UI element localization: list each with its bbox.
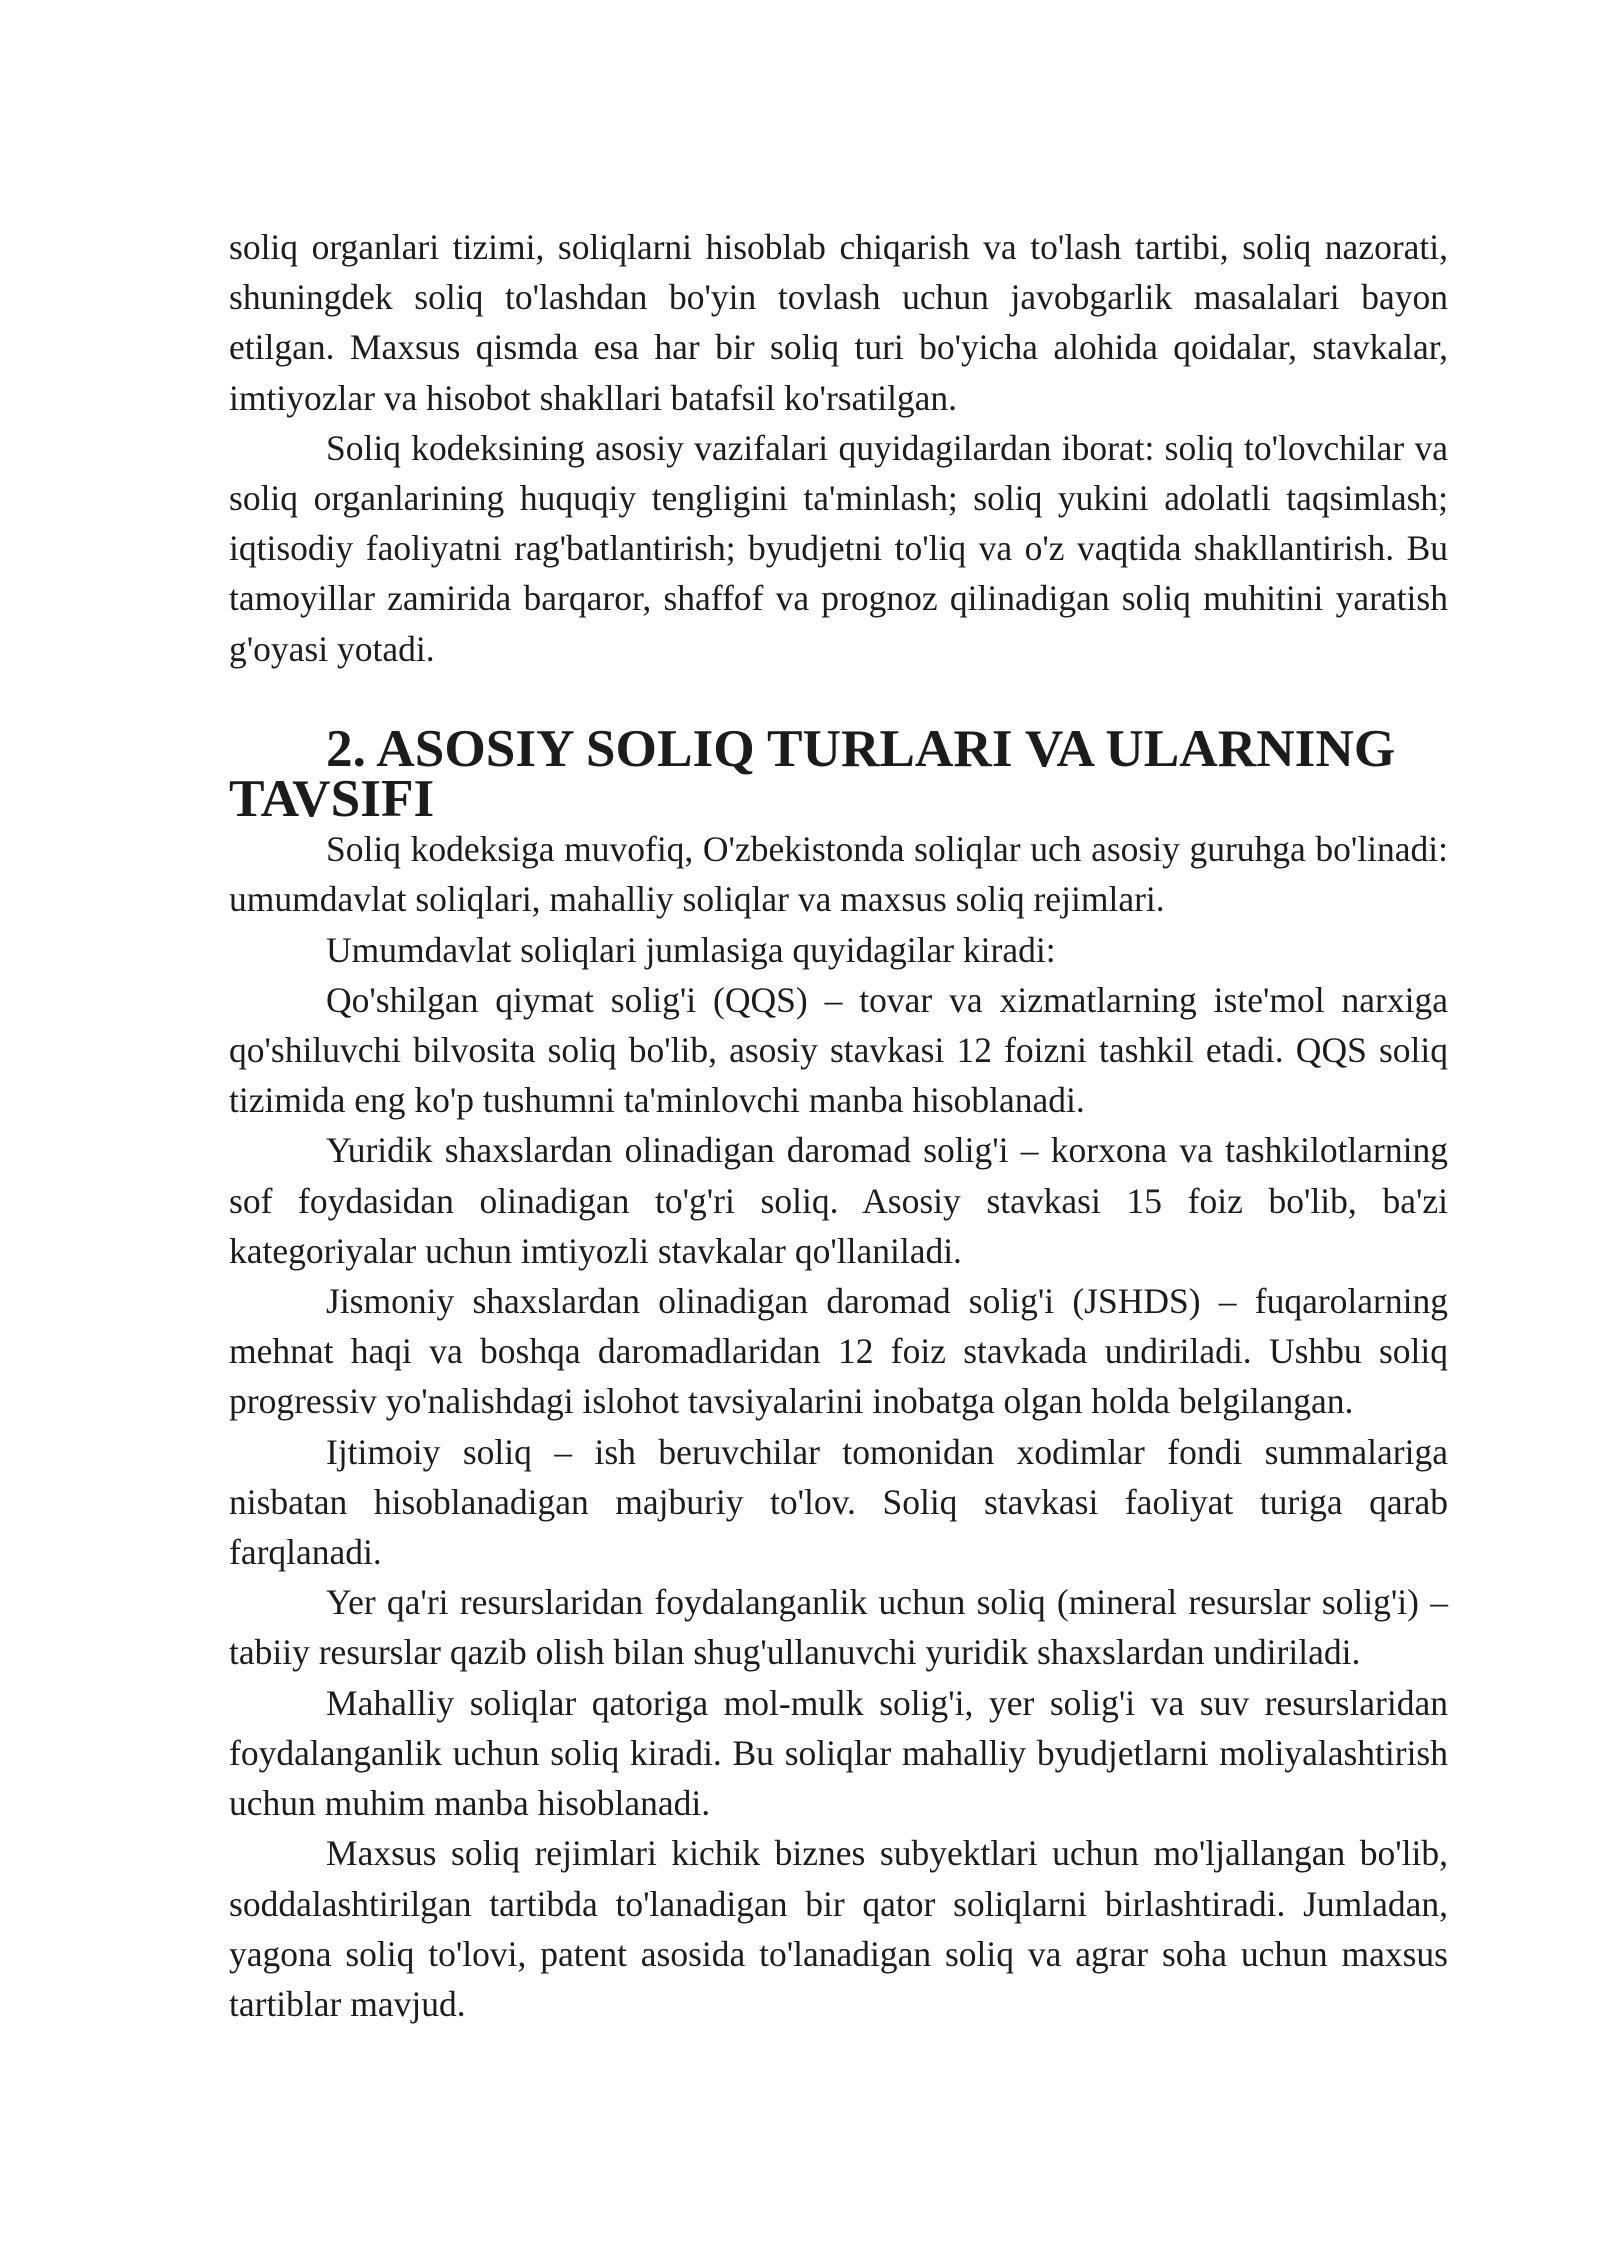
section-heading: 2. ASOSIY SOLIQ TURLARI VA ULARNING TAVSIFI: [229, 718, 1396, 829]
paragraph-tax-groups: Soliq kodeksiga muvofiq, O'zbekistonda soliqlar uch asosiy guruhga bo'linadi: umumdavlat soliqlari, mahalliy soliqlar va maxsus soliq rejimlari.: [229, 829, 1448, 920]
paragraph-code-tasks: Soliq kodeksining asosiy vazifalari quyidagilardan iborat: soliq to'lovchilar va soliq organlarining huquqiy tengligini ta'minlash; soliq yukini adolatli taqsimlash; iqtisodiy faoliyatni rag'batlantirish; byudjetni to'liq va o'z vaqtida shakllantirish. Bu tamoyillar zamirida barqaror, shaffof va prognoz qilinadigan soliq muhitini yaratish g'oyasi yotadi.: [229, 427, 1448, 669]
paragraph-social-tax: Ijtimoiy soliq – ish beruvchilar tomonidan xodimlar fondi summalariga nisbatan hisoblanadigan majburiy to'lov. Soliq stavkasi faoliyat turiga qarab farqlanadi.: [229, 1431, 1448, 1573]
paragraph-vat: Qo'shilgan qiymat solig'i (QQS) – tovar va xizmatlarning iste'mol narxiga qo'shiluvchi bilvosita soliq bo'lib, asosiy stavkasi 12 foizni tashkil etadi. QQS soliq tizimida eng ko'p tushumni ta'minlovchi manba hisoblanadi.: [229, 979, 1448, 1121]
paragraph-corporate-income-tax: Yuridik shaxslardan olinadigan daromad solig'i – korxona va tashkilotlarning sof foydasidan olinadigan to'g'ri soliq. Asosiy stavkasi 15 foiz bo'lib, ba'zi kategoriyalar uchun imtiyozli stavkalar qo'llaniladi.: [229, 1130, 1448, 1271]
paragraph-continuation: soliq organlari tizimi, soliqlarni hisoblab chiqarish va to'lash tartibi, soliq nazorati, shuningdek soliq to'lashdan bo'yin tovlash uchun javobgarlik masalalari bayon etilgan. Maxsus qismda esa har bir soliq turi bo'yicha alohida qoidalar, stavkalar, imtiyozlar va hisobot shakllari batafsil ko'rsatilgan.: [229, 227, 1448, 418]
paragraph-local-taxes: Mahalliy soliqlar qatoriga mol-mulk solig'i, yer solig'i va suv resurslaridan foydalanganlik uchun soliq kiradi. Bu soliqlar mahalliy byudjetlarni moliyalashtirish uchun muhim manba hisoblanadi.: [229, 1682, 1448, 1824]
paragraph-national-taxes-intro: Umumdavlat soliqlari jumlasiga quyidagilar kiradi:: [326, 929, 1056, 970]
paragraph-personal-income-tax: Jismoniy shaxslardan olinadigan daromad solig'i (JSHDS) – fuqarolarning mehnat haqi va boshqa daromadlaridan 12 foiz stavkada undiriladi. Ushbu soliq progressiv yo'nalishdagi islohot tavsiyalarini inobatga olgan holda belgilangan.: [229, 1281, 1448, 1422]
paragraph-special-regimes: Maxsus soliq rejimlari kichik biznes subyektlari uchun mo'ljallangan bo'lib, soddalashtirilgan tartibda to'lanadigan bir qator soliqlarni birlashtiradi. Jumladan, yagona soliq to'lovi, patent asosida to'lanadigan soliq va agrar soha uchun maxsus tartiblar mavjud.: [229, 1833, 1448, 2024]
paragraph-mineral-resources-tax: Yer qa'ri resurslaridan foydalanganlik uchun soliq (mineral resurslar solig'i) – tabiiy resurslar qazib olish bilan shug'ullanuvchi yuridik shaxslardan undiriladi.: [229, 1582, 1448, 1673]
